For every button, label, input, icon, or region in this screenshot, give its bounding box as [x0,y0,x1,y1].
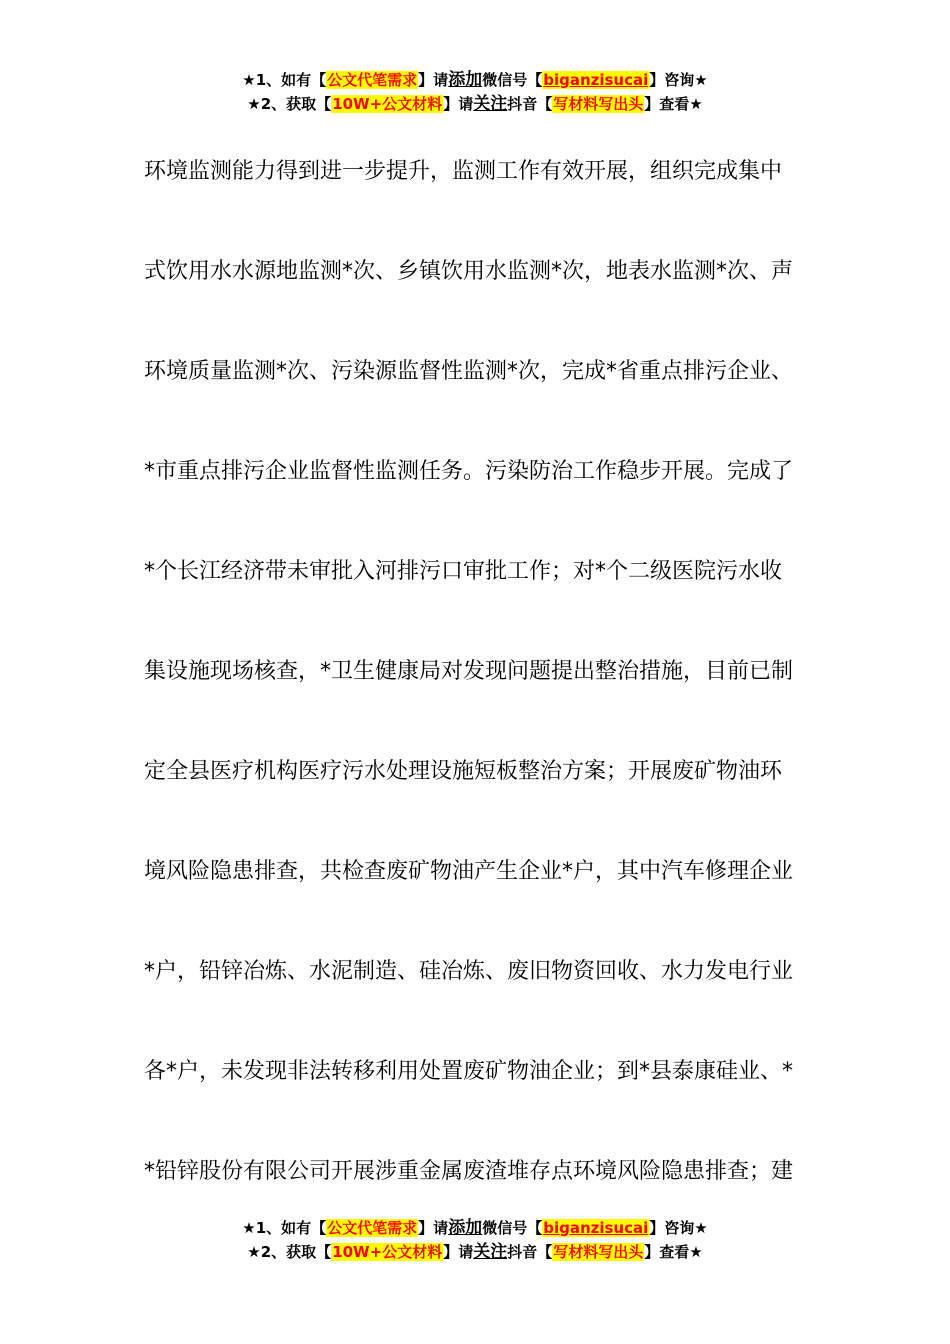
body-line: 集设施现场核查，*卫生健康局对发现问题提出整治措施，目前已制 [144,659,794,684]
body-line: 境风险隐患排查，共检查废矿物油产生企业*户，其中汽车修理企业 [144,859,794,884]
body-line: *个长江经济带未审批入河排污口审批工作；对*个二级医院污水收 [144,559,783,584]
banner-text: ★2、获取【 [247,1243,332,1261]
banner-text: 抖音【 [507,95,553,113]
banner-line-1 [0,1216,950,1240]
body-line: 环境监测能力得到进一步提升，监测工作有效开展，组织完成集中 [144,159,783,184]
body-line: 各*户，未发现非法转移利用处置废矿物油企业；到*县泰康硅业、* [144,1059,794,1084]
body-line: *市重点排污企业监督性监测任务。污染防治工作稳步开展。完成了 [144,459,794,484]
body-line: 定全县医疗机构医疗污水处理设施短板整治方案；开展废矿物油环 [144,759,783,784]
banner-text: 抖音【 [507,1243,553,1261]
banner-line-2 [0,92,950,116]
body-line: *户，铅锌冶炼、水泥制造、硅冶炼、废旧物资回收、水力发电行业 [144,959,794,984]
banner-text: 微信号【 [482,1219,543,1237]
banner-text: ★2、获取【 [247,95,332,113]
body-line: 式饮用水水源地监测*次、乡镇饮用水监测*次，地表水监测*次、声 [144,259,794,284]
banner-text: 】查看★ [644,95,703,113]
highlight-service: 公文代笔需求 [327,1219,418,1237]
emphasis-follow: 关注 [473,94,508,114]
banner-text: 】咨询★ [649,71,708,89]
wechat-id[interactable]: biganzisucai [543,71,649,89]
banner-line-1 [0,68,950,92]
wechat-id[interactable]: biganzisucai [543,1219,649,1237]
highlight-materials: 10W+公文材料 [332,95,443,113]
highlight-service: 公文代笔需求 [327,71,418,89]
banner-text: 】查看★ [644,1243,703,1261]
emphasis-add: 添加 [448,1218,483,1238]
document-body [144,122,824,1222]
body-line: *铅锌股份有限公司开展涉重金属废渣堆存点环境风险隐患排查；建 [144,1159,794,1184]
banner-text: 】请 [443,95,474,113]
banner-text: 】请 [418,71,449,89]
footer-banner [0,1216,950,1264]
highlight-materials: 10W+公文材料 [332,1243,443,1261]
emphasis-add: 添加 [448,70,483,90]
banner-text: 】咨询★ [649,1219,708,1237]
douyin-account[interactable]: 写材料写出头 [553,95,644,113]
body-line: 环境质量监测*次、污染源监督性监测*次，完成*省重点排污企业、 [144,359,794,384]
header-banner [0,68,950,116]
emphasis-follow: 关注 [473,1242,508,1262]
banner-line-2 [0,1240,950,1264]
douyin-account[interactable]: 写材料写出头 [553,1243,644,1261]
banner-text: 】请 [418,1219,449,1237]
banner-text: ★1、如有【 [242,71,327,89]
banner-text: ★1、如有【 [242,1219,327,1237]
banner-text: 】请 [443,1243,474,1261]
banner-text: 微信号【 [482,71,543,89]
